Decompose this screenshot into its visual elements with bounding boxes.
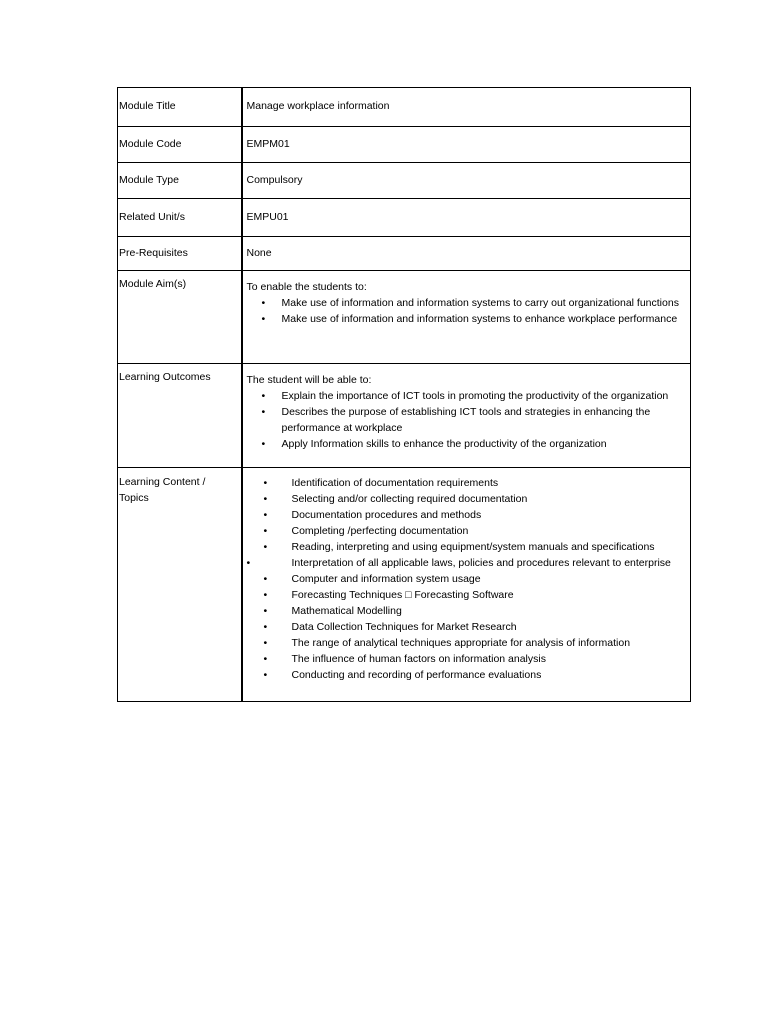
row-learning-outcomes <box>118 364 691 468</box>
list-item <box>247 524 687 540</box>
row-learning-content <box>118 468 691 702</box>
bullet-icon: • <box>263 524 268 537</box>
list-item <box>247 540 687 556</box>
list-item-text: Apply Information skills to enhance the productivity of the organization <box>281 437 607 450</box>
row-module-title <box>118 88 691 127</box>
prerequisites-label: Pre-Requisites <box>118 237 242 271</box>
list-item <box>247 636 687 652</box>
module-aims-list <box>247 296 687 328</box>
row-module-code <box>118 127 691 163</box>
related-units-value: EMPU01 <box>242 199 691 237</box>
module-title-value: Manage workplace information <box>242 88 691 127</box>
list-item-text: Make use of information and information systems to enhance workplace performance <box>281 313 678 325</box>
module-aims-label: Module Aim(s) <box>118 271 242 364</box>
module-type-label: Module Type <box>118 163 242 199</box>
list-item-text: Identification of documentation requirements <box>291 476 499 489</box>
list-item-text: Conducting and recording of performance evaluations <box>291 668 542 681</box>
bullet-icon: • <box>263 540 268 553</box>
module-table <box>117 87 691 702</box>
list-item <box>247 652 687 668</box>
list-item-text: Explain the importance of ICT tools in promoting the productivity of the organization <box>281 390 669 402</box>
list-item <box>247 405 687 436</box>
bullet-icon: • <box>261 406 266 418</box>
list-item-text: Interpretation of all applicable laws, policies and procedures relevant to enterprise <box>291 556 671 569</box>
list-item <box>247 389 687 405</box>
prerequisites-value: None <box>242 237 691 271</box>
list-item <box>247 588 687 604</box>
list-item <box>247 312 687 328</box>
bullet-icon: • <box>263 604 268 617</box>
learning-content-label: Learning Content / Topics <box>118 468 242 702</box>
list-item-text: Selecting and/or collecting required documentation <box>291 492 528 505</box>
list-item <box>247 492 687 508</box>
module-aims-cell <box>242 271 691 364</box>
list-item <box>247 508 687 524</box>
list-item <box>247 476 687 492</box>
learning-outcomes-cell <box>242 364 691 468</box>
list-item-text: Forecasting Techniques □ Forecasting Software <box>291 588 514 601</box>
bullet-icon: • <box>263 572 268 585</box>
module-code-value: EMPM01 <box>242 127 691 163</box>
module-title-label: Module Title <box>118 88 242 127</box>
list-item-text: Make use of information and information systems to carry out organizational functions <box>281 297 679 309</box>
list-item-text: Completing /perfecting documentation <box>291 524 469 537</box>
list-item <box>247 556 687 572</box>
module-code-label: Module Code <box>118 127 242 163</box>
list-item-text: The influence of human factors on information analysis <box>291 652 546 665</box>
list-item-text: Reading, interpreting and using equipment/system manuals and specifications <box>291 540 655 553</box>
row-prerequisites <box>118 237 691 271</box>
list-item <box>247 604 687 620</box>
bullet-icon: • <box>261 313 266 325</box>
bullet-icon: • <box>263 636 268 649</box>
row-module-type <box>118 163 691 199</box>
list-item <box>247 296 687 312</box>
list-item <box>247 620 687 636</box>
list-item-text: The range of analytical techniques appropriate for analysis of information <box>291 636 631 649</box>
row-related-units <box>118 199 691 237</box>
list-item <box>247 572 687 588</box>
learning-outcomes-intro: The student will be able to: <box>246 374 372 386</box>
bullet-icon: • <box>263 668 268 681</box>
list-item-text: Mathematical Modelling <box>291 604 402 617</box>
list-item-text: Data Collection Techniques for Market Research <box>291 620 517 633</box>
bullet-icon: • <box>261 297 266 309</box>
learning-outcomes-list <box>247 389 687 452</box>
learning-content-list <box>247 476 687 684</box>
bullet-icon: • <box>263 588 268 601</box>
list-item-text: Computer and information system usage <box>291 572 481 585</box>
bullet-icon: • <box>246 556 251 569</box>
bullet-icon: • <box>263 508 268 521</box>
learning-outcomes-label: Learning Outcomes <box>118 364 242 468</box>
list-item <box>247 437 687 453</box>
bullet-icon: • <box>263 492 268 505</box>
bullet-icon: • <box>261 390 266 402</box>
list-item <box>247 668 687 684</box>
list-item-text: Describes the purpose of establishing ICT tools and strategies in enhancing the performance at workplace <box>281 406 651 434</box>
related-units-label: Related Unit/s <box>118 199 242 237</box>
learning-content-cell <box>242 468 691 702</box>
module-aims-intro: To enable the students to: <box>246 281 367 293</box>
bullet-icon: • <box>263 620 268 633</box>
bullet-icon: • <box>263 652 268 665</box>
row-module-aims <box>118 271 691 364</box>
bullet-icon: • <box>261 437 266 450</box>
list-item-text: Documentation procedures and methods <box>291 508 482 521</box>
module-type-value: Compulsory <box>242 163 691 199</box>
bullet-icon: • <box>263 476 268 489</box>
